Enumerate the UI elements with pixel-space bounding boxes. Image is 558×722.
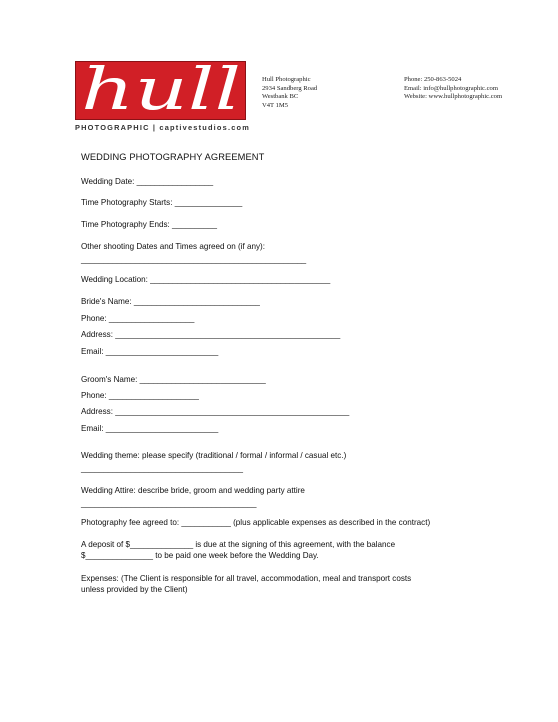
address-line: 2934 Sandberg Road (262, 84, 318, 92)
wedding-attire-label: Wedding Attire: describe bride, groom and wedding party attire (81, 486, 305, 495)
contact-website: Website: www.hullphotographic.com (404, 93, 503, 101)
logo-tagline: PHOTOGRAPHIC | captivestudios.com (75, 123, 250, 132)
groom-phone-field: Phone: ____________________ (81, 391, 199, 400)
bride-phone-field: Phone: ___________________ (81, 314, 195, 323)
address-line: Hull Photographic (262, 76, 311, 83)
document-title: WEDDING PHOTOGRAPHY AGREEMENT (81, 152, 265, 162)
groom-address-field: Address: ____________________________________________________ (81, 407, 350, 416)
wedding-attire-blank: _______________________________________ (81, 499, 257, 508)
time-starts-field: Time Photography Starts: _______________ (81, 198, 243, 207)
photography-fee-field: Photography fee agreed to: ___________ (plus applicable expenses as described in the contract) (81, 518, 431, 527)
company-address (262, 76, 317, 110)
other-dates-label: Other shooting Dates and Times agreed on (if any): (81, 242, 266, 251)
address-line: V4T 1M5 (262, 101, 289, 109)
bride-name-field: Bride's Name: ____________________________ (81, 297, 260, 306)
wedding-location-field: Wedding Location: ________________________________________ (81, 275, 331, 284)
deposit-line-2: $_______________ to be paid one week before the Wedding Day. (81, 551, 319, 560)
groom-email-field: Email: _________________________ (81, 424, 219, 433)
other-dates-blank: __________________________________________________ (81, 255, 307, 264)
contact-phone: Phone: 250-863-5024 (404, 76, 462, 83)
time-ends-field: Time Photography Ends: __________ (81, 220, 218, 229)
company-logo (75, 61, 246, 120)
wedding-date-field: Wedding Date: _________________ (81, 177, 214, 186)
address-line: Westbank BC (262, 93, 299, 101)
deposit-line-1: A deposit of $______________ is due at the signing of this agreement, with the balance (81, 540, 396, 549)
expenses-line-1: Expenses: (The Client is responsible for all travel, accommodation, meal and transport costs (81, 574, 412, 583)
bride-email-field: Email: _________________________ (81, 347, 219, 356)
logo-wordmark-text: hull (81, 62, 241, 121)
contact-email: Email: info@hullphotographic.com (404, 84, 498, 92)
wedding-theme-label: Wedding theme: please specify (traditional / formal / informal / casual etc.) (81, 451, 347, 460)
wedding-theme-blank: ____________________________________ (81, 464, 244, 473)
company-contact (404, 76, 502, 102)
bride-address-field: Address: __________________________________________________ (81, 330, 341, 339)
logo-wordmark (76, 62, 246, 120)
expenses-line-2: unless provided by the Client) (81, 585, 188, 594)
groom-name-field: Groom's Name: ____________________________ (81, 375, 266, 384)
